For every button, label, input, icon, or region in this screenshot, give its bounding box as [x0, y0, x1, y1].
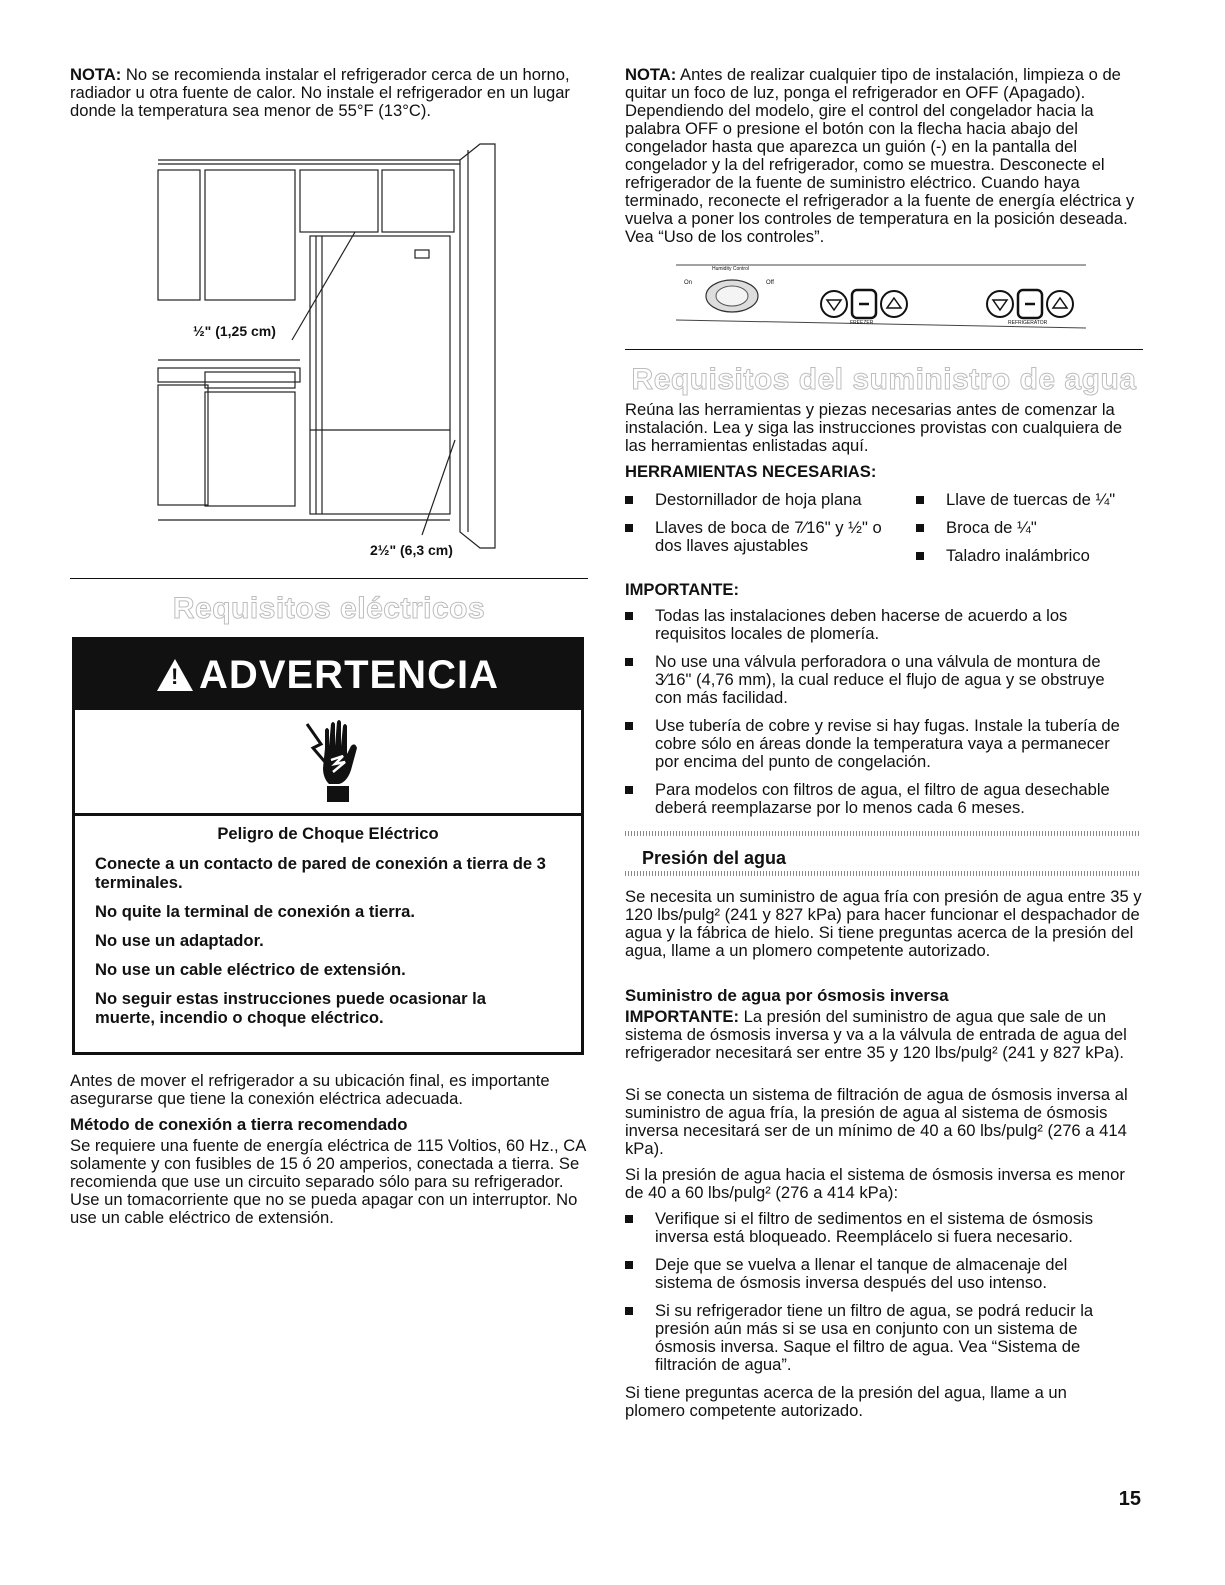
- warning-box: [72, 637, 584, 1055]
- important-item: Todas las instalaciones deben hacerse de acuerdo a los requisitos locales de plomería.: [625, 607, 1125, 643]
- important-item: No use una válvula perforadora o una válvula de montura de 3⁄16" (4,76 mm), la cual reduce el flujo de agua y se obstruye con más facilidad.: [625, 653, 1125, 707]
- tools-list-col2: [916, 491, 1146, 565]
- tool-item: Llaves de boca de 7⁄16" y ½" o dos llaves ajustables: [625, 519, 885, 555]
- grounding-method-title: Método de conexión a tierra recomendado: [70, 1115, 408, 1134]
- ro-important-text: La presión del suministro de agua que sale de un sistema de ósmosis inversa y va a la válvula de entrada de agua del refrigerador necesitará ser entre 35 y 120 lbs/pulg² (241 y 827 kPa).: [625, 1007, 1127, 1062]
- right-section-rule: [625, 349, 1143, 350]
- tool-item: Destornillador de hoja plana: [625, 491, 905, 509]
- warning-line: No quite la terminal de conexión a tierra.: [95, 902, 415, 921]
- pressure-bottom-divider: [625, 871, 1141, 876]
- panel-on-label: On: [684, 280, 693, 286]
- tools-list-col1: [625, 491, 905, 555]
- left-note: [70, 66, 590, 120]
- panel-freezer-label: FREEZER: [850, 320, 874, 326]
- diagram-label-half-inch: ½" (1,25 cm): [193, 323, 276, 339]
- clearance-diagram: [150, 140, 510, 560]
- pressure-title: Presión del agua: [642, 848, 787, 868]
- important-title: IMPORTANTE:: [625, 580, 739, 599]
- pressure-top-divider: [625, 831, 1141, 836]
- warning-line: No seguir estas instrucciones puede ocasionar la muerte, incendio o choque eléctrico.: [95, 989, 487, 1027]
- ro-paragraph-2: Si se conecta un sistema de filtración de agua de ósmosis inversa al suministro de agua fría, la presión de agua al sistema de ósmosis inversa necesitará ser de un mínimo de 40 a 60 lbs/pulg² (276 a 414 kPa).: [625, 1085, 1128, 1158]
- panel-refrigerator-label: REFRIGERATOR: [1008, 320, 1048, 326]
- tool-item: Llave de tuercas de ¼": [916, 491, 1146, 509]
- important-item: Use tubería de cobre y revise si hay fugas. Instale la tubería de cobre sólo en áreas donde la temperatura vaya a permanecer por encima del punto de congelación.: [625, 717, 1125, 771]
- tools-title: HERRAMIENTAS NECESARIAS:: [625, 462, 877, 481]
- warning-icon-area: [75, 710, 581, 816]
- warning-line: No use un adaptador.: [95, 931, 264, 950]
- ro-paragraph-3: Si la presión de agua hacia el sistema de ósmosis inversa es menor de 40 a 60 lbs/pulg² (276 a 414 kPa):: [625, 1165, 1125, 1202]
- tool-item: Broca de ¼": [916, 519, 1146, 537]
- important-item: Para modelos con filtros de agua, el filtro de agua desechable deberá reemplazarse por lo menos cada 6 meses.: [625, 781, 1125, 817]
- left-note-label: NOTA:: [70, 65, 122, 84]
- ro-item: Deje que se vuelva a llenar el tanque de almacenaje del sistema de ósmosis inversa después del uso intenso.: [625, 1256, 1125, 1292]
- warning-header: [75, 640, 581, 710]
- important-list: [625, 607, 1125, 817]
- grounding-method-text: Se requiere una fuente de energía eléctrica de 115 Voltios, 60 Hz., CA solamente y con fusibles de 15 ó 20 amperios, conectada a tierra. Se recomienda que use un circuito separado sólo para su refrigerador. Use un tomacorriente que no se pueda apagar con un interruptor. No use un cable eléctrico de extensión.: [70, 1136, 586, 1227]
- page-number: 15: [1118, 1488, 1141, 1510]
- water-intro: Reúna las herramientas y piezas necesarias antes de comenzar la instalación. Lea y siga las instrucciones provistas con cualquiera de las herramientas enlistadas aquí.: [625, 400, 1123, 455]
- left-note-text: No se recomienda instalar el refrigerador cerca de un horno, radiador u otra fuente de calor. No instale el refrigerador en un lugar donde la temperatura sea menor de 55°F (13°C).: [70, 65, 570, 120]
- panel-off-label: Off: [766, 280, 774, 286]
- warning-triangle-icon: !: [157, 659, 193, 691]
- diagram-label-two-half-inch: 2½" (6,3 cm): [370, 542, 453, 558]
- ro-item: Verifique si el filtro de sedimentos en el sistema de ósmosis inversa está bloqueado. Reemplácelo si fuera necesario.: [625, 1210, 1125, 1246]
- shock-hazard-hand-icon: [303, 718, 367, 806]
- left-section-rule: [70, 578, 588, 579]
- ro-item: Si su refrigerador tiene un filtro de agua, se podrá reducir la presión aún más si se usa en conjunto con un sistema de ósmosis inversa. Saque el filtro de agua. Vea “Sistema de filtración de agua”.: [625, 1302, 1125, 1374]
- water-section-title: Requisitos del suministro de agua: [631, 363, 1137, 396]
- right-note: [625, 66, 1143, 246]
- after-warning-text: Antes de mover el refrigerador a su ubicación final, es importante asegurarse que tiene la conexión eléctrica adecuada.: [70, 1071, 550, 1108]
- electrical-section-title: Requisitos eléctricos: [172, 592, 486, 625]
- panel-humidity-label: Humidity Control: [712, 266, 749, 272]
- warning-body: [75, 816, 581, 1027]
- right-note-label: NOTA:: [625, 65, 677, 84]
- warning-heading: ADVERTENCIA: [199, 652, 499, 697]
- ro-list: [625, 1210, 1125, 1374]
- tool-item: Taladro inalámbrico: [916, 547, 1146, 565]
- pressure-text: Se necesita un suministro de agua fría con presión de agua entre 35 y 120 lbs/pulg² (241 y 827 kPa) para hacer funcionar el despachador de agua y la fábrica de hielo. Si tiene preguntas acerca de la presión del agua, llame a un plomero competente autorizado.: [625, 887, 1142, 960]
- warning-hazard-title: Peligro de Choque Eléctrico: [217, 824, 439, 843]
- right-note-text: Antes de realizar cualquier tipo de instalación, limpieza o de quitar un foco de luz, ponga el refrigerador en OFF (Apagado). Dependiendo del modelo, gire el control del congelador hacia la palabra OFF o presione el botón con la flecha hacia abajo del congelador hasta que aparezca un guión (-) en la pantalla del congelador y la del refrigerador, como se muestra. Desconecte el refrigerador de la fuente de suministro eléctrico. Cuando haya terminado, reconecte el refrigerador a la fuente de energía eléctrica y vuelva a poner los controles de temperatura en la posición deseada. Vea “Uso de los controles”.: [625, 65, 1135, 246]
- ro-closing: Si tiene preguntas acerca de la presión del agua, llame a un plomero competente autorizado.: [625, 1383, 1067, 1420]
- warning-line: No use un cable eléctrico de extensión.: [95, 960, 406, 979]
- warning-line: Conecte a un contacto de pared de conexión a tierra de 3 terminales.: [95, 854, 546, 892]
- ro-title: Suministro de agua por ósmosis inversa: [625, 986, 949, 1005]
- ro-important-label: IMPORTANTE:: [625, 1007, 739, 1026]
- ro-important: [625, 1008, 1143, 1062]
